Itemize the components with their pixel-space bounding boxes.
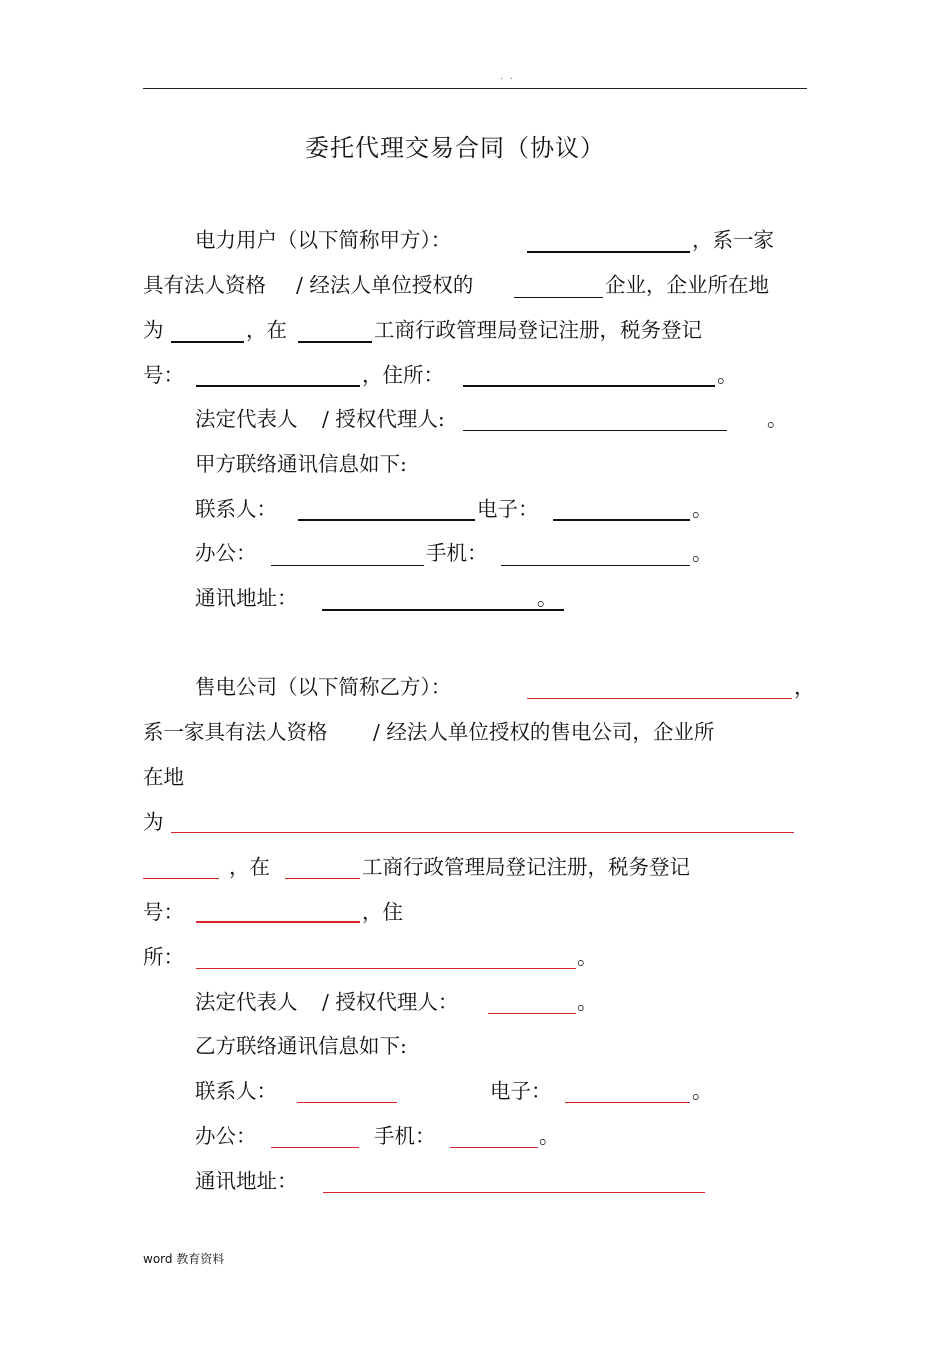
party-a-line2a: 具有法人资格: [143, 273, 266, 297]
party-b-intro-tail: ，: [794, 675, 815, 699]
party-b-mobile-field[interactable]: [450, 1147, 538, 1148]
party-b-contact-label: 联系人：: [195, 1079, 277, 1103]
party-b-email-end: 。: [692, 1079, 713, 1103]
party-a-address-end: 。: [537, 586, 558, 610]
party-a-mailing-address-field[interactable]: [322, 609, 564, 611]
party-b-label: 售电公司（以下简称乙方）：: [195, 675, 452, 699]
page-footer: word 教育资料: [143, 1252, 225, 1266]
party-b-name-field[interactable]: [527, 698, 792, 699]
party-a-mobile-label: 手机：: [426, 541, 488, 565]
party-b-contact-heading: 乙方联络通讯信息如下:: [195, 1034, 407, 1058]
party-b-line6b: ，住: [362, 900, 403, 924]
party-b-address-label: 通讯地址：: [195, 1169, 298, 1193]
party-b-line6a: 号：: [143, 900, 184, 924]
party-a-label: 电力用户（以下简称甲方）：: [195, 228, 452, 252]
party-a-office-label: 办公：: [195, 541, 257, 565]
party-b-rep-label-a: 法定代表人: [195, 990, 298, 1014]
party-b-location-field[interactable]: [171, 832, 794, 833]
party-b-line7b: 。: [577, 945, 598, 969]
party-b-line5a: ，在: [229, 855, 270, 879]
party-a-email-label: 电子：: [477, 497, 539, 521]
party-a-representative-field[interactable]: [463, 430, 727, 431]
party-a-intro-tail: ，系一家: [692, 228, 774, 252]
party-b-email-label: 电子：: [490, 1079, 552, 1103]
party-b-contact-field[interactable]: [297, 1102, 397, 1103]
party-a-tax-number-field[interactable]: [196, 385, 360, 387]
party-b-mobile-label: 手机：: [374, 1124, 436, 1148]
party-a-enterprise-type-field[interactable]: [514, 297, 603, 298]
party-b-line7a: 所：: [143, 945, 184, 969]
party-b-registry-field[interactable]: [285, 878, 360, 879]
party-a-address-label: 通讯地址：: [195, 586, 298, 610]
document-title: 委托代理交易合同（协议）: [305, 134, 605, 162]
party-a-email-field[interactable]: [553, 519, 690, 521]
party-b-line2b: / 经法人单位授权的售电公司，企业所: [373, 720, 715, 744]
party-a-line3a: 为: [143, 318, 164, 342]
party-b-line5b: 工商行政管理局登记注册，税务登记: [362, 855, 690, 879]
party-a-contact-field[interactable]: [298, 519, 475, 521]
header-rule: [143, 88, 807, 89]
party-b-representative-field[interactable]: [488, 1013, 576, 1014]
party-a-rep-label-b: / 授权代理人:: [322, 407, 445, 431]
party-a-line3b: ，在: [246, 318, 287, 342]
party-a-contact-label: 联系人：: [195, 497, 277, 521]
party-a-line4a: 号：: [143, 363, 184, 387]
party-a-mobile-field[interactable]: [501, 565, 690, 566]
party-a-email-end: 。: [692, 497, 713, 521]
party-a-office-phone-field[interactable]: [271, 565, 424, 566]
party-a-name-field[interactable]: [527, 251, 690, 253]
party-a-line4c: 。: [717, 363, 738, 387]
party-b-email-field[interactable]: [565, 1102, 690, 1103]
party-b-office-phone-field[interactable]: [271, 1147, 359, 1148]
party-b-line3: 在地: [143, 765, 184, 789]
party-b-location-field-cont[interactable]: [143, 878, 219, 879]
party-b-rep-label-b: / 授权代理人：: [322, 990, 459, 1014]
party-a-line4b: ，住所：: [362, 363, 444, 387]
party-b-office-label: 办公：: [195, 1124, 257, 1148]
party-a-registry-field[interactable]: [298, 341, 372, 343]
party-a-rep-end: 。: [767, 407, 788, 431]
party-b-line4: 为: [143, 810, 164, 834]
party-a-line2b: / 经法人单位授权的: [296, 273, 474, 297]
party-a-location-field[interactable]: [171, 341, 244, 343]
party-b-address-field[interactable]: [196, 968, 576, 969]
party-a-rep-label-a: 法定代表人: [195, 407, 298, 431]
party-a-line2c: 企业，企业所在地: [605, 273, 769, 297]
party-b-mailing-address-field[interactable]: [323, 1192, 705, 1193]
party-a-line3c: 工商行政管理局登记注册，税务登记: [374, 318, 702, 342]
party-b-mobile-end: 。: [539, 1124, 560, 1148]
party-a-mobile-end: 。: [692, 541, 713, 565]
header-marks: . .: [500, 72, 515, 82]
party-a-address-field[interactable]: [463, 385, 715, 387]
party-b-line2a: 系一家具有法人资格: [143, 720, 328, 744]
party-a-contact-heading: 甲方联络通讯信息如下:: [195, 452, 407, 476]
party-b-tax-number-field[interactable]: [196, 921, 360, 923]
party-b-rep-end: 。: [577, 990, 598, 1014]
